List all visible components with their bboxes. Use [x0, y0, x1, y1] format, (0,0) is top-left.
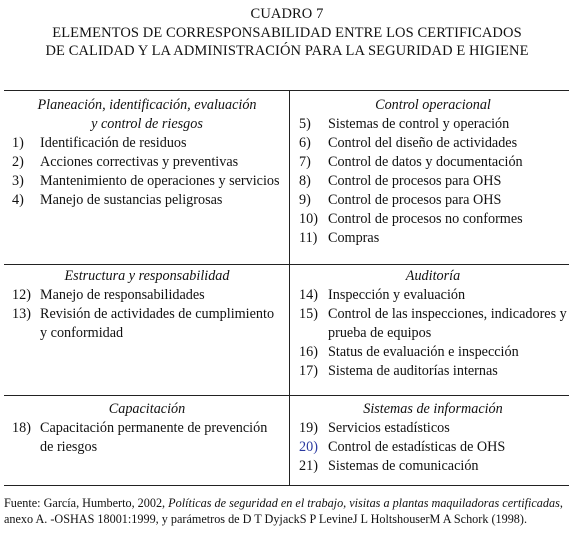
row-divider-1	[4, 264, 569, 265]
item-number: 15)	[299, 306, 318, 322]
item-number: 21)	[299, 458, 318, 474]
item-number: 17)	[299, 363, 318, 379]
item-text: Capacitación permanente de prevención de riesgos	[40, 420, 268, 455]
correspondence-table	[4, 90, 569, 486]
column-divider	[289, 91, 290, 485]
source-note	[4, 496, 572, 527]
item-number: 16)	[299, 344, 318, 360]
item-text: Servicios estadísticos	[328, 420, 450, 436]
item-number: 14)	[299, 287, 318, 303]
item-text: Manejo de sustancias peligrosas	[40, 192, 223, 208]
item-number: 2)	[12, 154, 24, 170]
cell-heading: Capacitación	[108, 401, 186, 417]
item-number: 7)	[299, 154, 311, 170]
source-suffix: , anexo A. -OSHAS 18001:1999, y parámetros de D T DyjackS P LevineJ L HoltshouserM A Schork (1998).	[4, 496, 563, 526]
list-item	[299, 210, 567, 229]
list-item	[299, 115, 567, 134]
list-item	[12, 172, 282, 191]
list-item	[299, 362, 567, 381]
item-text: Control de procesos no conformes	[328, 211, 523, 227]
item-number: 10)	[299, 211, 318, 227]
list-item	[12, 286, 282, 305]
item-number: 12)	[12, 287, 31, 303]
item-text: Mantenimiento de operaciones y servicios	[40, 173, 280, 189]
item-number: 4)	[12, 192, 24, 208]
list-item	[299, 286, 567, 305]
cell-heading: Auditoría	[405, 268, 461, 284]
item-text: Control de procesos para OHS	[328, 173, 502, 189]
cell-control-operacional	[299, 96, 567, 248]
source-prefix: Fuente: García, Humberto, 2002,	[4, 496, 169, 510]
item-number: 11)	[299, 230, 318, 246]
item-text: Acciones correctivas y preventivas	[40, 154, 239, 170]
table-title	[0, 5, 574, 61]
list-item	[299, 457, 567, 476]
item-number: 6)	[299, 135, 311, 151]
cell-estructura	[12, 267, 282, 343]
list-item	[299, 343, 567, 362]
item-text: Sistema de auditorías internas	[328, 363, 498, 379]
title-line-3: DE CALIDAD Y LA ADMINISTRACIÓN PARA LA SEGURIDAD E HIGIENE	[45, 43, 529, 59]
item-number: 18)	[12, 420, 31, 436]
list-item	[12, 153, 282, 172]
title-line-1: CUADRO 7	[250, 6, 324, 22]
item-number: 8)	[299, 173, 311, 189]
row-divider-2	[4, 395, 569, 396]
list-item	[12, 134, 282, 153]
list-item	[299, 229, 567, 248]
list-item	[299, 134, 567, 153]
cell-heading: Planeación, identificación, evaluación	[37, 97, 257, 113]
title-line-2: ELEMENTOS DE CORRESPONSABILIDAD ENTRE LOS CERTIFICADOS	[52, 24, 522, 41]
list-item	[12, 305, 282, 343]
list-item	[12, 419, 282, 457]
item-text: Sistemas de control y operación	[328, 116, 510, 132]
list-item	[299, 419, 567, 438]
item-text: Identificación de residuos	[40, 135, 187, 151]
item-text: Compras	[328, 230, 380, 246]
item-text: Inspección y evaluación	[328, 287, 466, 303]
item-text: Manejo de responsabilidades	[40, 287, 205, 303]
cell-auditoria	[299, 267, 567, 381]
list-item	[299, 191, 567, 210]
list-item	[299, 438, 567, 457]
item-number: 20)	[299, 439, 318, 455]
item-number: 9)	[299, 192, 311, 208]
item-text: Control de datos y documentación	[328, 154, 523, 170]
item-number: 13)	[12, 306, 31, 322]
item-text: Control del diseño de actividades	[328, 135, 518, 151]
item-number: 1)	[12, 135, 24, 151]
item-text: Status de evaluación e inspección	[328, 344, 519, 360]
cell-planeacion	[12, 96, 282, 210]
item-number: 3)	[12, 173, 24, 189]
cell-heading: Control operacional	[375, 97, 491, 113]
item-text: Sistemas de comunicación	[328, 458, 479, 474]
source-title: Políticas de seguridad en el trabajo, visitas a plantas maquiladoras certificadas	[168, 496, 560, 510]
item-text: Revisión de actividades de cumplimiento y conformidad	[40, 306, 275, 341]
list-item	[12, 191, 282, 210]
list-item	[299, 172, 567, 191]
cell-heading-cont: y control de riesgos	[91, 116, 203, 132]
cell-capacitacion	[12, 400, 282, 457]
item-text: Control de procesos para OHS	[328, 192, 502, 208]
item-text: Control de estadísticas de OHS	[328, 439, 506, 455]
item-number: 5)	[299, 116, 311, 132]
item-text: Control de las inspecciones, indicadores y prueba de equipos	[328, 306, 567, 341]
cell-heading: Sistemas de información	[363, 401, 503, 417]
cell-heading: Estructura y responsabilidad	[64, 268, 230, 284]
item-number: 19)	[299, 420, 318, 436]
list-item	[299, 305, 567, 343]
list-item	[299, 153, 567, 172]
cell-sistemas-informacion	[299, 400, 567, 476]
